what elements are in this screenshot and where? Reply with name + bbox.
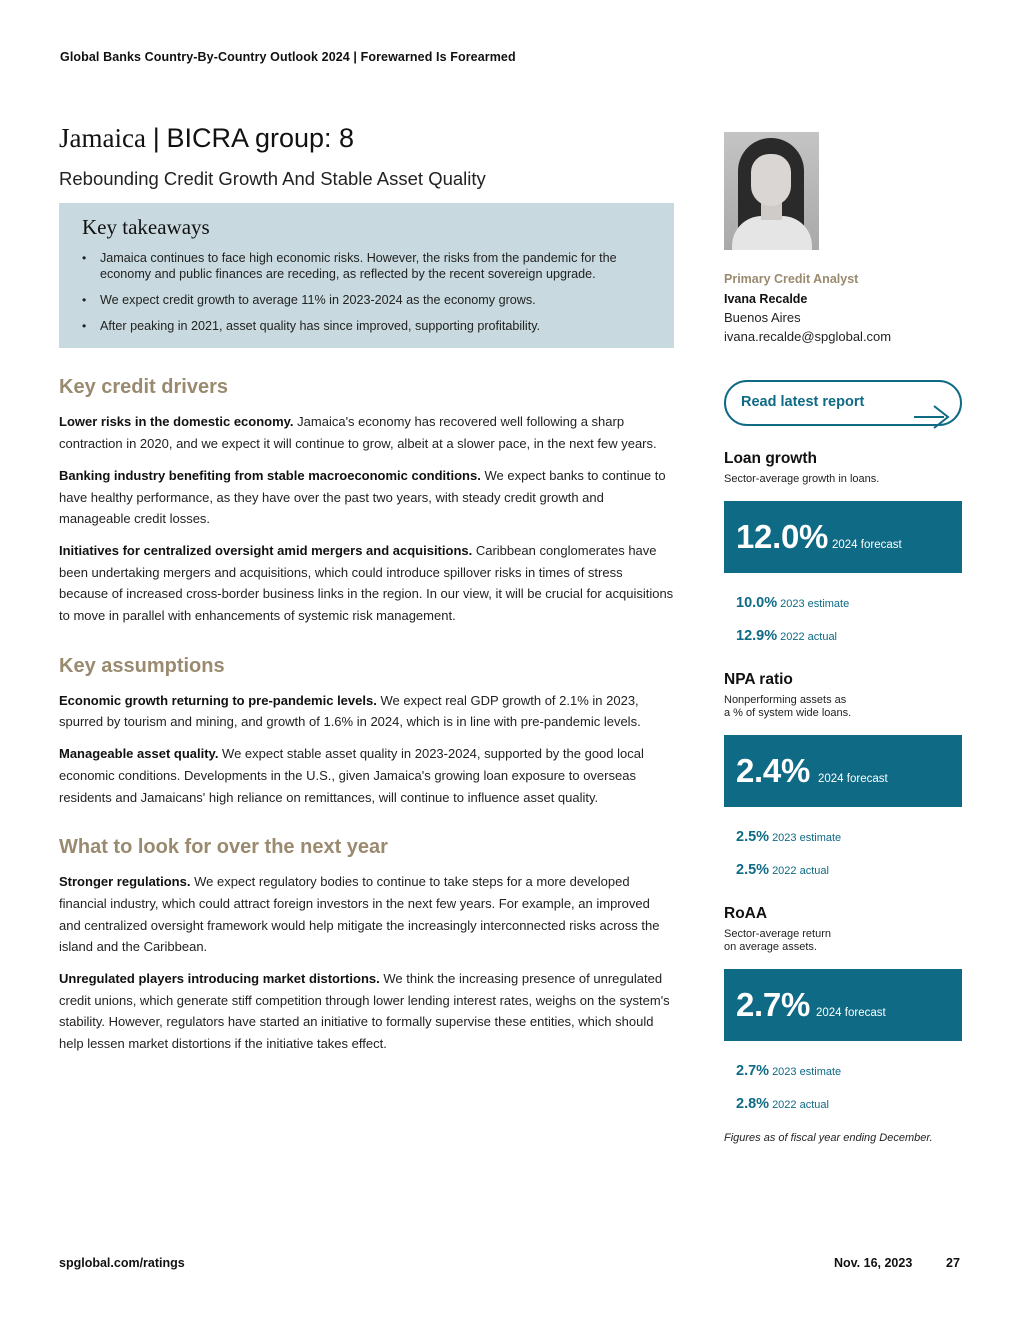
title-group: BICRA group: 8	[166, 123, 355, 153]
paragraph	[59, 871, 674, 958]
metric-loan-growth	[724, 450, 962, 644]
forecast-label: 2024 forecast	[832, 538, 902, 551]
read-latest-report-label: Read latest report	[741, 394, 865, 410]
metric-forecast-box	[724, 969, 962, 1041]
forecast-label: 2024 forecast	[818, 772, 888, 785]
section-heading: Key credit drivers	[59, 376, 228, 399]
arrow-right-icon	[914, 403, 962, 433]
paragraph	[59, 743, 674, 808]
metric-roaa	[724, 905, 962, 1112]
takeaway-item: • After peaking in 2021, asset quality has since improved, supporting profitability.	[82, 318, 650, 334]
metric-title: NPA ratio	[724, 670, 793, 688]
section-heading: What to look for over the next year	[59, 836, 388, 859]
forecast-label: 2024 forecast	[816, 1006, 886, 1019]
analyst-role: Primary Credit Analyst	[724, 272, 859, 286]
paragraph	[59, 968, 674, 1055]
forecast-value: 12.0%	[736, 517, 829, 555]
paragraph	[59, 540, 674, 627]
forecast-value: 2.7%	[736, 985, 811, 1023]
figures-footnote: Figures as of fiscal year ending December.	[724, 1131, 933, 1144]
actual-label: 2022 actual	[772, 1098, 829, 1111]
metric-description-line: on average assets.	[724, 941, 817, 953]
metric-description	[724, 928, 962, 955]
metric-estimate	[736, 595, 962, 611]
page-subtitle: Rebounding Credit Growth And Stable Asset Quality	[59, 168, 486, 190]
metric-description-line: Sector-average return	[724, 927, 831, 940]
paragraph-text: We expect banks to continue to have healthy performance, as they have over the past two years, with steady credit growth and manageable credit losses.	[59, 467, 666, 527]
metric-npa-ratio	[724, 671, 962, 878]
paragraph-text: We think the increasing presence of unregulated credit unions, which generate stiff competition through lower lending interest rates, weighs on the system's stability. However, regulators have started an initiative to formally supervise these entities, which should help lessen market distortions if the initiative takes effect.	[59, 971, 670, 1052]
footer-site-link[interactable]: spglobal.com/ratings	[59, 1256, 185, 1270]
takeaway-item: • We expect credit growth to average 11% in 2023-2024 as the economy grows.	[82, 292, 650, 308]
paragraph-lead: Stronger regulations.	[59, 874, 191, 890]
paragraph-lead: Lower risks in the domestic economy.	[59, 414, 294, 430]
estimate-label: 2023 estimate	[780, 597, 850, 610]
section-key-credit-drivers	[59, 376, 674, 626]
metric-forecast-box	[724, 735, 962, 807]
section-key-assumptions	[59, 655, 674, 809]
actual-value: 2.8%	[736, 1095, 770, 1112]
paragraph-text: Jamaica's economy has recovered well following a sharp contraction in 2020, and we expect it will continue to grow, albeit at a slower pace, in the next few years.	[59, 414, 657, 452]
estimate-label: 2023 estimate	[772, 1065, 842, 1078]
read-latest-report-button[interactable]	[724, 380, 962, 426]
metric-actual	[736, 862, 962, 878]
metric-estimate	[736, 1063, 962, 1079]
metric-estimate	[736, 829, 962, 845]
paragraph-text: Caribbean conglomerates have been undertaking mergers and acquisitions, which could introduce spillover risks in times of stress because of increased cross-border business links in the region. In our view, it will be crucial for acquisitions to move in parallel with enhancements of systemic risk management.	[59, 542, 674, 624]
metric-actual	[736, 628, 962, 644]
section-heading: Key assumptions	[59, 654, 225, 677]
actual-label: 2022 actual	[780, 630, 838, 643]
takeaway-item: • Jamaica continues to face high economic risks. However, the risks from the pandemic for the economy and public finances are receding, as reflected by the recent sovereign upgrade.	[82, 250, 650, 282]
analyst-name: Ivana Recalde	[724, 292, 808, 306]
title-separator: |	[152, 123, 160, 153]
paragraph-text: We expect stable asset quality in 2023-2024, supported by the good local economic conditions. Developments in the U.S., given Jamaica's growing loan exposure to overseas residents and Jamaicans' high reliance on remittances, will continue to influence asset quality.	[59, 746, 644, 805]
paragraph	[59, 690, 674, 733]
estimate-value: 2.5%	[736, 828, 770, 845]
actual-label: 2022 actual	[772, 864, 829, 877]
paragraph	[59, 465, 674, 530]
metric-actual	[736, 1096, 962, 1112]
paragraph-text: We expect real GDP growth of 2.1% in 2023, spurred by tourism and mining, and growth of 1.6% in 2024, which is in line with pre-pandemic levels.	[59, 692, 641, 730]
footer-date: Nov. 16, 2023	[834, 1256, 913, 1270]
analyst-email-link[interactable]: ivana.recalde@spglobal.com	[724, 329, 892, 344]
key-takeaways-box	[59, 203, 674, 348]
paragraph-lead: Initiatives for centralized oversight amid mergers and acquisitions.	[59, 542, 473, 558]
footer-page-number: 27	[946, 1256, 960, 1270]
paragraph-lead: Economic growth returning to pre-pandemic levels.	[59, 692, 377, 708]
forecast-value: 2.4%	[736, 751, 811, 789]
takeaways-list	[82, 250, 650, 334]
section-what-to-look-for	[59, 836, 674, 1055]
paragraph-text: We expect regulatory bodies to continue to take steps for a more developed financial industry, which could attract foreign investors in the next few years. For example, an improved and centralized oversight framework would help mitigate the increasingly interconnected risks across the island and the Caribbean.	[59, 874, 660, 955]
metric-title: RoAA	[724, 904, 768, 922]
metric-description	[724, 694, 962, 721]
main-column	[59, 122, 674, 1065]
metric-description-line: a % of system wide loans.	[724, 707, 852, 719]
metric-description-line: Nonperforming assets as	[724, 693, 847, 706]
estimate-value: 2.7%	[736, 1062, 770, 1079]
estimate-label: 2023 estimate	[772, 831, 842, 844]
paragraph-lead: Manageable asset quality.	[59, 746, 219, 762]
metric-description	[724, 473, 962, 487]
takeaways-heading: Key takeaways	[82, 215, 210, 240]
estimate-value: 10.0%	[736, 594, 778, 611]
page-title	[59, 122, 674, 154]
metric-forecast-box	[724, 501, 962, 573]
metric-title: Loan growth	[724, 450, 817, 467]
sidebar	[724, 132, 962, 1144]
actual-value: 2.5%	[736, 861, 770, 878]
paragraph	[59, 411, 674, 454]
paragraph-lead: Banking industry benefiting from stable macroeconomic conditions.	[59, 467, 481, 483]
actual-value: 12.9%	[736, 627, 778, 644]
running-header: Global Banks Country-By-Country Outlook 2024 | Forewarned Is Forearmed	[60, 50, 516, 64]
analyst-photo	[724, 132, 819, 250]
paragraph-lead: Unregulated players introducing market distortions.	[59, 971, 380, 987]
metric-description-line: Sector-average growth in loans.	[724, 473, 880, 485]
title-country: Jamaica	[59, 123, 146, 153]
analyst-city: Buenos Aires	[724, 310, 801, 325]
